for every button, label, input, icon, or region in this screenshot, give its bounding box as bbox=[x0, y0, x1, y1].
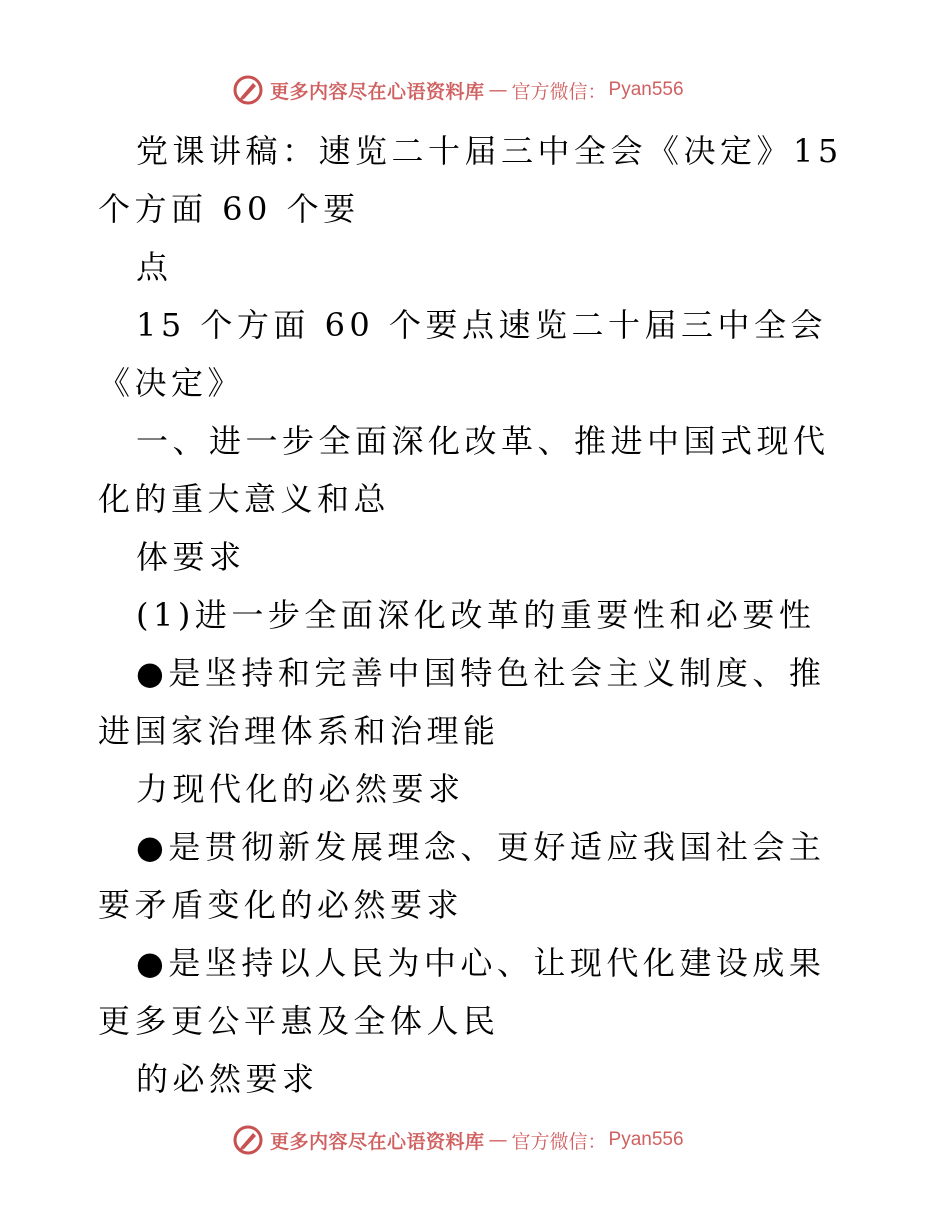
banner-separator: — bbox=[488, 1129, 508, 1151]
footer-banner bbox=[232, 1120, 684, 1160]
paragraph-item-1: (1)进一步全面深化改革的重要性和必要性 bbox=[136, 596, 816, 634]
pen-logo-icon bbox=[232, 1124, 264, 1156]
document-body bbox=[98, 122, 858, 1108]
paragraph-subtitle: 15 个方面 60 个要点速览二十届三中全会《决定》 bbox=[98, 306, 827, 402]
banner-text: 更多内容尽在心语资料库 bbox=[270, 1130, 485, 1153]
paragraph-bullet-1-cont: 力现代化的必然要求 bbox=[136, 770, 465, 808]
banner-separator: — bbox=[488, 79, 508, 101]
paragraph-title-cont: 点 bbox=[136, 248, 173, 286]
paragraph-bullet-2: ●是贯彻新发展理念、更好适应我国社会主要矛盾变化的必然要求 bbox=[98, 828, 826, 924]
banner-wechat-id: Pyan556 bbox=[608, 79, 684, 100]
paragraph-title: 党课讲稿：速览二十届三中全会《决定》15 个方面 60 个要 bbox=[98, 132, 843, 228]
banner-wechat-label: 官方微信： bbox=[511, 1130, 607, 1153]
pen-logo-icon bbox=[232, 74, 264, 106]
paragraph-bullet-3: ●是坚持以人民为中心、让现代化建设成果更多更公平惠及全体人民 bbox=[98, 944, 826, 1040]
paragraph-bullet-3-cont: 的必然要求 bbox=[136, 1060, 319, 1098]
paragraph-bullet-1: ●是坚持和完善中国特色社会主义制度、推进国家治理体系和治理能 bbox=[98, 654, 826, 750]
banner-wechat-label: 官方微信： bbox=[511, 80, 607, 103]
paragraph-section-heading-cont: 体要求 bbox=[136, 538, 246, 576]
paragraph-section-heading: 一、进一步全面深化改革、推进中国式现代化的重大意义和总 bbox=[98, 422, 830, 518]
banner-wechat-id: Pyan556 bbox=[608, 1129, 684, 1150]
banner-text: 更多内容尽在心语资料库 bbox=[270, 80, 485, 103]
header-banner bbox=[232, 70, 684, 110]
